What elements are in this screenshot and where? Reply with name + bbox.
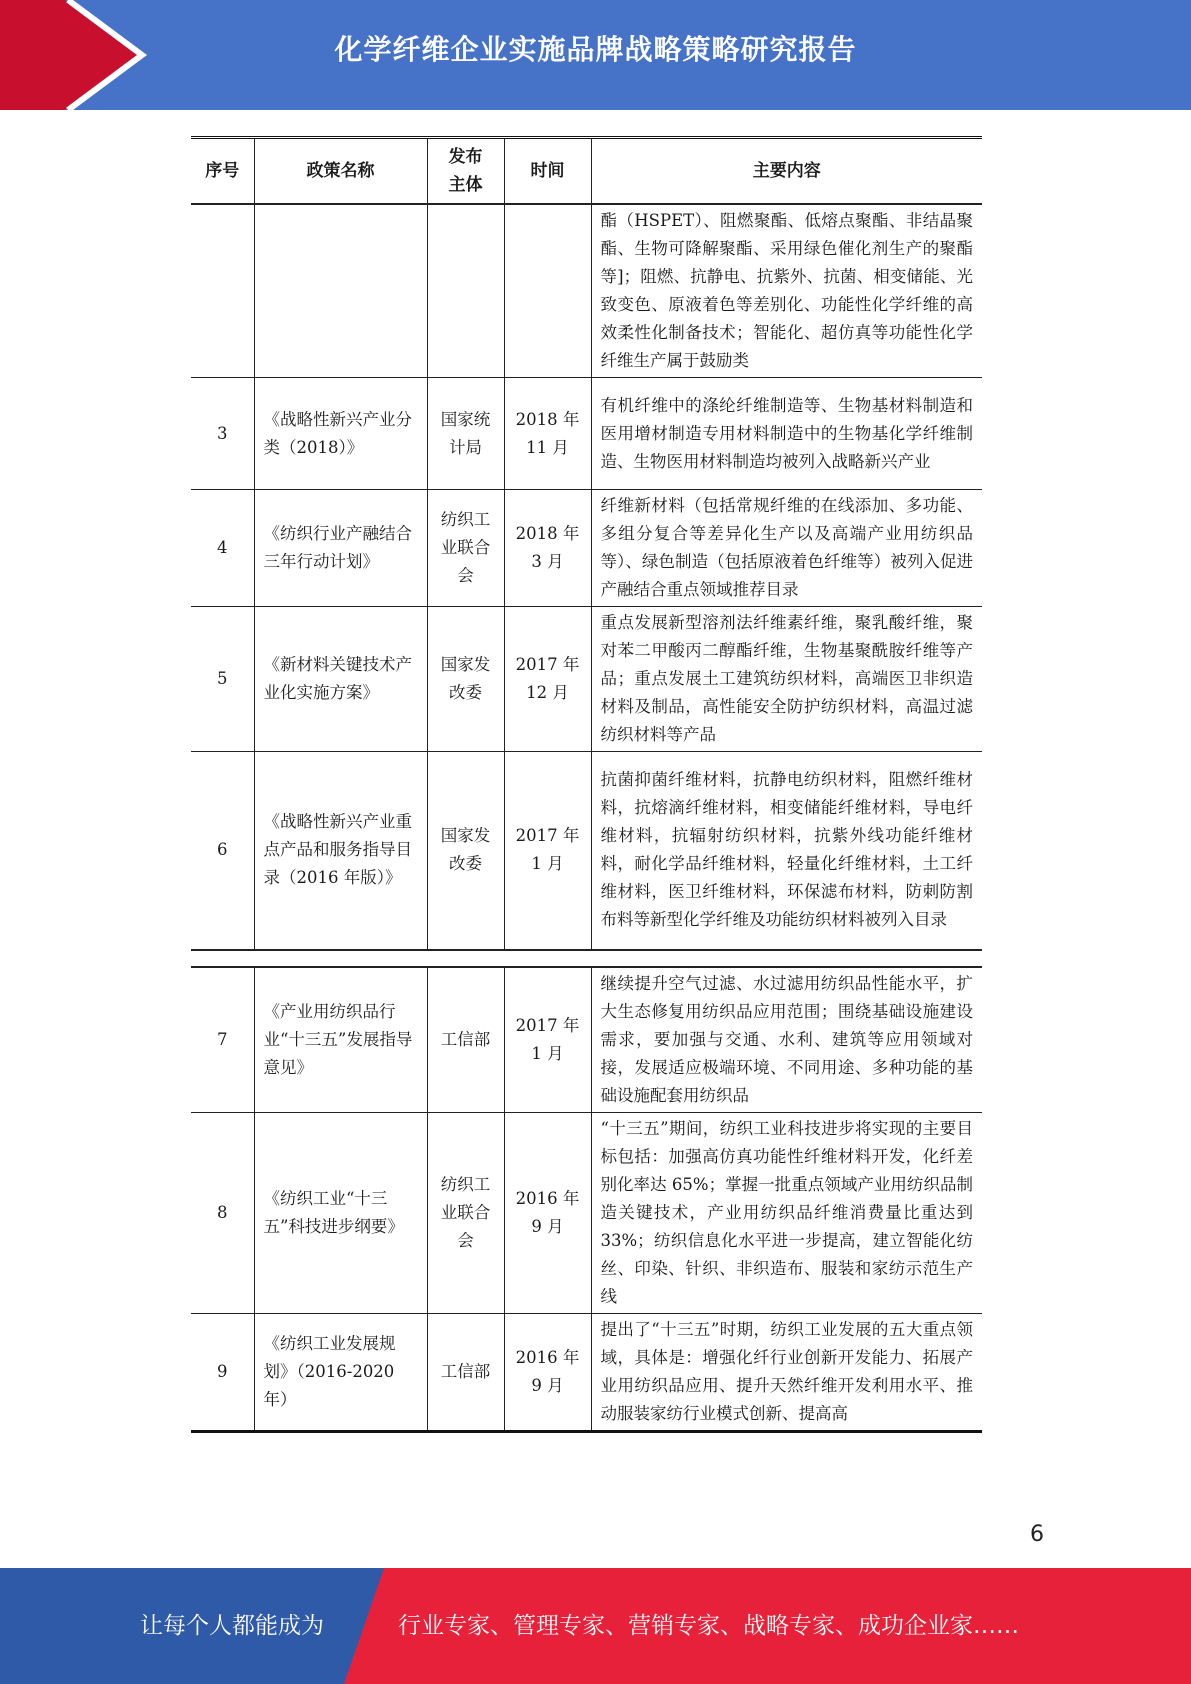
report-title: 化学纤维企业实施品牌战略策略研究报告	[334, 33, 857, 66]
cell-content: “十三五”期间，纺织工业科技进步将实现的主要目标包括：加强高仿真功能性纤维材料开发，化纤差别化率达 65%；掌握一批重点领域产业用纺织品制造关键技术，产业用纺织品纤维消费量比重达到 33%；纺织信息化水平进一步提高，建立智能化纺丝、印染、针织、非织造布、服装和家纺示范生产线	[591, 1113, 982, 1314]
page-footer	[0, 1568, 1191, 1684]
cell-content: 抗菌抑菌纤维材料，抗静电纺织材料，阻燃纤维材料，抗熔滴纤维材料，相变储能纤维材料，导电纤维材料，抗辐射纺织材料，抗紫外线功能纤维材料，耐化学品纤维材料，轻量化纤维材料，土工纤维材料，医卫纤维材料，环保滤布材料，防刺防割布料等新型化学纤维及功能纺织材料被列入目录	[591, 752, 982, 950]
footer-slogan-right: 行业专家、管理专家、营销专家、战略专家、成功企业家……	[398, 1613, 1019, 1639]
cell-name: 《纺织行业产融结合三年行动计划》	[254, 490, 427, 607]
cell-time	[504, 204, 591, 378]
cell-seq	[191, 204, 254, 378]
cell-time: 2016 年 9 月	[504, 1314, 591, 1432]
cell-name: 《纺织工业“十三五”科技进步纲要》	[254, 1113, 427, 1314]
policy-table-part1	[191, 136, 982, 951]
cell-seq: 3	[191, 378, 254, 490]
table-row	[191, 378, 982, 490]
header-seq: 序号	[191, 138, 254, 205]
cell-publisher: 纺织工业联合会	[427, 490, 504, 607]
cell-seq: 9	[191, 1314, 254, 1432]
header-content: 主要内容	[591, 138, 982, 205]
table-row	[191, 967, 982, 1113]
table-row	[191, 204, 982, 378]
table-row	[191, 1314, 982, 1432]
header-time: 时间	[504, 138, 591, 205]
cell-seq: 4	[191, 490, 254, 607]
cell-name: 《战略性新兴产业重点产品和服务指导目录（2016 年版）》	[254, 752, 427, 950]
cell-content: 酯（HSPET）、阻燃聚酯、低熔点聚酯、非结晶聚酯、生物可降解聚酯、采用绿色催化剂生产的聚酯等]；阻燃、抗静电、抗紫外、抗菌、相变储能、光致变色、原液着色等差别化、功能性化学纤维的高效柔性化制备技术；智能化、超仿真等功能性化学纤维生产属于鼓励类	[591, 204, 982, 378]
cell-seq: 7	[191, 967, 254, 1113]
table-header-row	[191, 138, 982, 205]
cell-content: 提出了“十三五”时期，纺织工业发展的五大重点领域，具体是：增强化纤行业创新开发能力、拓展产业用纺织品应用、提升天然纤维开发利用水平、推动服装家纺行业模式创新、提高高	[591, 1314, 982, 1432]
cell-name: 《新材料关键技术产业化实施方案》	[254, 607, 427, 752]
cell-name: 《纺织工业发展规划》（2016-2020 年）	[254, 1314, 427, 1432]
cell-publisher: 国家发改委	[427, 607, 504, 752]
cell-time: 2017 年 1 月	[504, 752, 591, 950]
cell-time: 2018 年 3 月	[504, 490, 591, 607]
table-row	[191, 1113, 982, 1314]
page-header	[0, 0, 1191, 110]
header-name: 政策名称	[254, 138, 427, 205]
cell-publisher: 工信部	[427, 967, 504, 1113]
cell-seq: 8	[191, 1113, 254, 1314]
footer-slogan-left: 让每个人都能成为	[140, 1613, 324, 1639]
table-row	[191, 490, 982, 607]
cell-content: 继续提升空气过滤、水过滤用纺织品性能水平，扩大生态修复用纺织品应用范围；围绕基础设施建设需求，要加强与交通、水利、建筑等应用领域对接，发展适应极端环境、不同用途、多种功能的基础设施配套用纺织品	[591, 967, 982, 1113]
cell-time: 2018 年 11 月	[504, 378, 591, 490]
table-row	[191, 752, 982, 950]
cell-content: 有机纤维中的涤纶纤维制造等、生物基材料制造和医用增材制造专用材料制造中的生物基化学纤维制造、生物医用材料制造均被列入战略新兴产业	[591, 378, 982, 490]
cell-time: 2017 年 1 月	[504, 967, 591, 1113]
cell-time: 2017 年 12 月	[504, 607, 591, 752]
cell-name: 《战略性新兴产业分类（2018）》	[254, 378, 427, 490]
cell-publisher: 国家统计局	[427, 378, 504, 490]
table-row	[191, 607, 982, 752]
header-publisher: 发布主体	[427, 138, 504, 205]
cell-name	[254, 204, 427, 378]
cell-time: 2016 年 9 月	[504, 1113, 591, 1314]
cell-publisher: 国家发改委	[427, 752, 504, 950]
cell-seq: 6	[191, 752, 254, 950]
cell-seq: 5	[191, 607, 254, 752]
cell-name: 《产业用纺织品行业“十三五”发展指导意见》	[254, 967, 427, 1113]
page-number: 6	[1030, 1522, 1044, 1547]
cell-publisher	[427, 204, 504, 378]
cell-content: 重点发展新型溶剂法纤维素纤维，聚乳酸纤维，聚对苯二甲酸丙二醇酯纤维，生物基聚酰胺纤维等产品；重点发展土工建筑纺织材料，高端医卫非织造材料及制品，高性能安全防护纺织材料，高温过滤纺织材料等产品	[591, 607, 982, 752]
cell-content: 纤维新材料（包括常规纤维的在线添加、多功能、多组分复合等差异化生产以及高端产业用纺织品等）、绿色制造（包括原液着色纤维等）被列入促进产融结合重点领域推荐目录	[591, 490, 982, 607]
cell-publisher: 工信部	[427, 1314, 504, 1432]
policy-table-part2	[191, 966, 982, 1433]
cell-publisher: 纺织工业联合会	[427, 1113, 504, 1314]
